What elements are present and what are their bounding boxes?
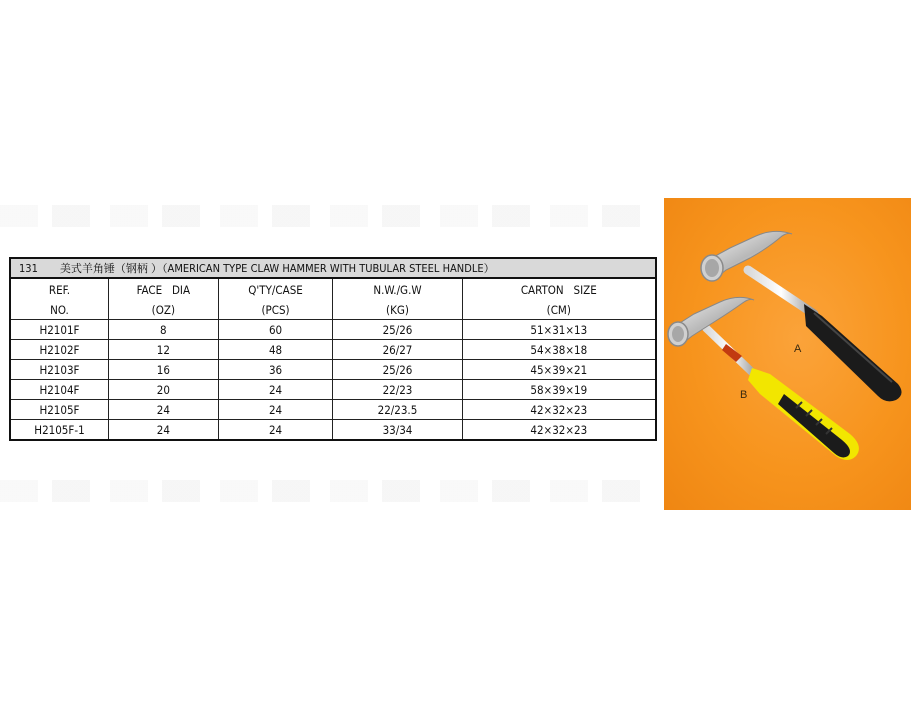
face-dia-cell: 16 xyxy=(108,360,218,380)
hammer-product-photo xyxy=(664,198,911,510)
table-row xyxy=(10,380,656,400)
header-face-dia: FACE DIA xyxy=(108,278,218,301)
qty-cell: 36 xyxy=(218,360,333,380)
table-row xyxy=(10,400,656,420)
qty-cell: 24 xyxy=(218,400,333,420)
catalog-number: 131 xyxy=(19,262,38,275)
qty-cell: 24 xyxy=(218,420,333,441)
weight-cell: 33/34 xyxy=(333,420,462,441)
scan-artifact-bottom xyxy=(0,480,650,502)
carton-cell: 42×32×23 xyxy=(462,400,656,420)
table-row xyxy=(10,320,656,340)
carton-cell: 45×39×21 xyxy=(462,360,656,380)
ref-cell: H2102F xyxy=(10,340,108,360)
carton-cell: 51×31×13 xyxy=(462,320,656,340)
table-title xyxy=(10,258,656,278)
weight-cell: 22/23.5 xyxy=(333,400,462,420)
face-dia-cell: 8 xyxy=(108,320,218,340)
face-dia-cell: 12 xyxy=(108,340,218,360)
ref-cell: H2105F-1 xyxy=(10,420,108,441)
header-weight: N.W./G.W xyxy=(333,278,462,301)
weight-cell: 26/27 xyxy=(333,340,462,360)
header-carton-size: CARTON SIZE xyxy=(462,278,656,301)
title-chinese: 美式羊角锤（钢柄 ） xyxy=(59,262,163,275)
claw-hammer-spec-table xyxy=(9,257,657,441)
carton-cell: 42×32×23 xyxy=(462,420,656,441)
hammer-a-grip xyxy=(804,304,902,401)
face-dia-cell: 20 xyxy=(108,380,218,400)
face-dia-cell: 24 xyxy=(108,420,218,441)
header-qty-case: Q'TY/CASE xyxy=(218,278,333,301)
ref-cell: H2101F xyxy=(10,320,108,340)
header-ref: REF. xyxy=(10,278,108,301)
claw-hammers-illustration xyxy=(664,198,911,510)
weight-cell: 22/23 xyxy=(333,380,462,400)
header-unit-no: NO. xyxy=(10,301,108,320)
hammer-a xyxy=(701,231,902,401)
qty-cell: 48 xyxy=(218,340,333,360)
header-unit-cm: (CM) xyxy=(462,301,656,320)
ref-cell: H2103F xyxy=(10,360,108,380)
header-unit-pcs: (PCS) xyxy=(218,301,333,320)
label-b: B xyxy=(740,389,748,401)
carton-cell: 58×39×19 xyxy=(462,380,656,400)
weight-cell: 25/26 xyxy=(333,320,462,340)
table-title-row xyxy=(10,258,656,278)
weight-cell: 25/26 xyxy=(333,360,462,380)
title-english: （AMERICAN TYPE CLAW HAMMER WITH TUBULAR STEEL HANDLE） xyxy=(162,262,495,275)
header-row-2 xyxy=(10,301,656,320)
qty-cell: 60 xyxy=(218,320,333,340)
face-dia-cell: 24 xyxy=(108,400,218,420)
table-row xyxy=(10,420,656,441)
ref-cell: H2105F xyxy=(10,400,108,420)
ref-cell: H2104F xyxy=(10,380,108,400)
qty-cell: 24 xyxy=(218,380,333,400)
header-unit-oz: (OZ) xyxy=(108,301,218,320)
scan-artifact-top xyxy=(0,205,650,227)
hammer-b xyxy=(668,297,859,460)
carton-cell: 54×38×18 xyxy=(462,340,656,360)
header-row-1 xyxy=(10,278,656,301)
header-unit-kg: (KG) xyxy=(333,301,462,320)
table-row xyxy=(10,340,656,360)
label-a: A xyxy=(794,343,802,355)
table-row xyxy=(10,360,656,380)
